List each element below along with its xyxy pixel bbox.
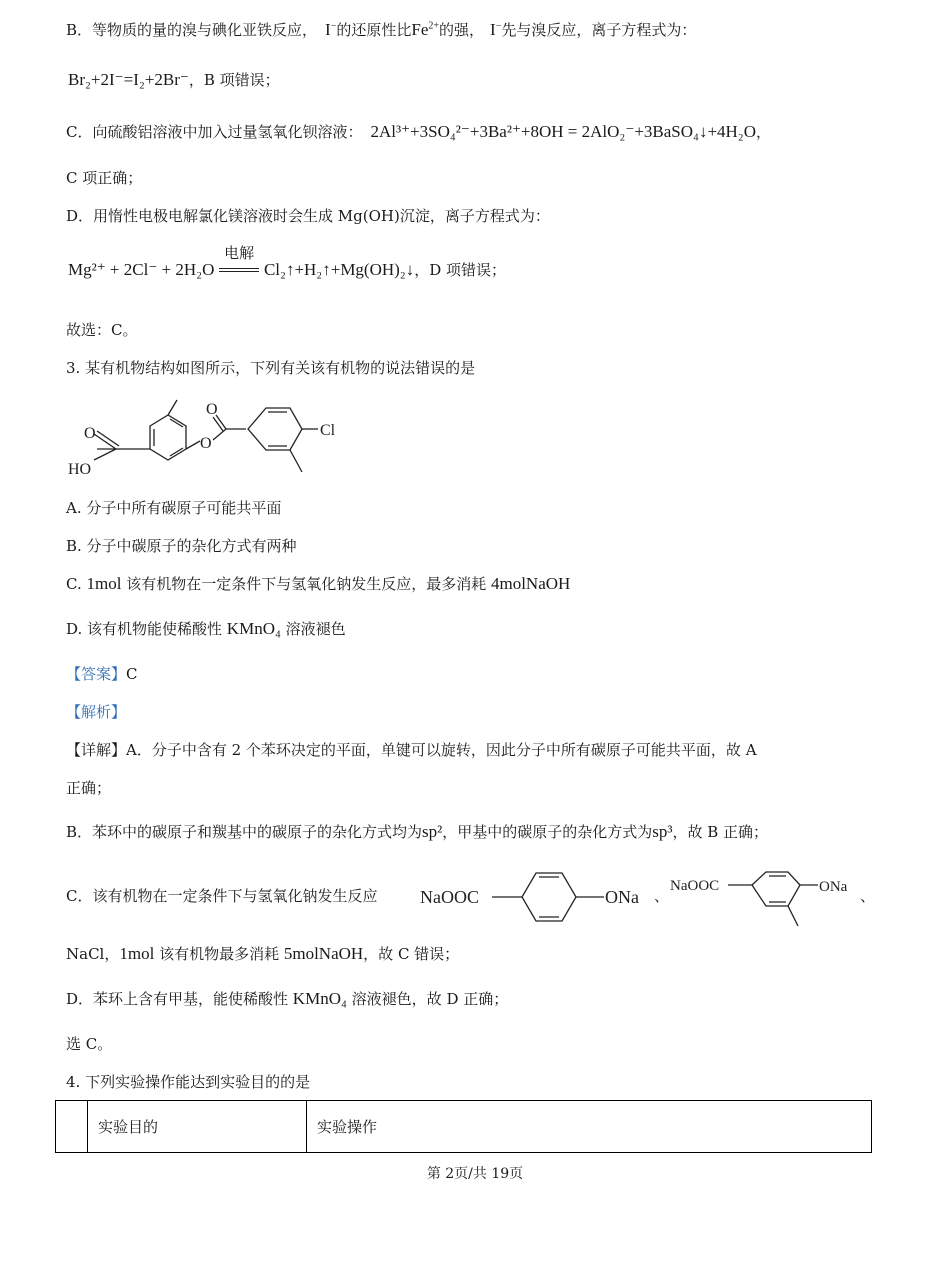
answer-choice: 故选：C。 [66,321,138,339]
text-segment: B．等物质的量的溴与碘化亚铁反应， [66,21,318,39]
option-a: A. 分子中所有碳原子可能共平面 [66,499,282,517]
text-segment: 的强， [439,21,485,39]
benzene-ring [150,415,186,460]
answer-label: 【答案】 [66,665,127,683]
detail-c: C．该有机物在一定条件下与氢氧化钠发生反应 [66,887,378,905]
molecule-structure [64,396,354,481]
text-segment: 先与溴反应，离子方程式为： [501,21,697,39]
benzene-ring [248,408,302,450]
option-d: D. 该有机物能使稀酸性 KMnO₄ 溶液褪色 [66,619,346,638]
atom-label: NaOOC [670,878,720,894]
detail-a-line1: 【详解】A．分子中含有 2 个苯环决定的平面，单键可以旋转，因此分子中所有碳原子可能共平面，故 A [66,741,757,759]
option-c-conclusion: C 项正确； [66,169,143,187]
atom-label: O [84,425,96,442]
experiment-table [55,1100,872,1153]
atom-label: Cl [320,422,336,439]
question-4: 4. 下列实验操作能达到实验目的的是 [66,1073,311,1091]
table-header-cell: 实验目的 [88,1101,307,1153]
option-c: C. 1mol 该有机物在一定条件下与氢氧化钠发生反应，最多消耗 4molNaOH [66,574,571,593]
condition-label: 电解 [224,244,255,262]
iron-ion-symbol: $Fe^{2+}$ [411,20,439,39]
answer-value: C [126,665,138,683]
table-header-cell [56,1101,88,1153]
atom-label: ONa [819,879,848,895]
detail-a-line2: 正确； [66,779,112,797]
text-segment: 的还原性比 [336,21,412,39]
atom-label: ONa [605,887,639,907]
product-structure-2 [668,866,868,932]
table-header-cell: 实验操作 [307,1101,872,1153]
atom-label: O [200,435,212,452]
equation-d: Mg²⁺ + 2Cl⁻ + 2H₂O 电解 Cl₂↑+H₂↑+Mg(OH)₂↓，D 项错误； [68,244,507,279]
option-d-text: D．用惰性电极电解氯化镁溶液时会生成 Mg(OH)沉淀，离子方程式为： [66,207,550,225]
table-header-row [56,1101,872,1153]
question-3: 3. 某有机物结构如图所示，下列有关该有机物的说法错误的是 [66,359,476,377]
iodide-symbol: I− [490,20,502,39]
option-c-text: C．向硫酸铝溶液中加入过量氢氧化钡溶液： 2Al³⁺+3SO₄²⁻+3Ba²⁺+8OH = 2AlO₂⁻+3BaSO₄↓+4H₂O， [66,122,772,141]
detail-b: B．苯环中的碳原子和羰基中的碳原子的杂化方式均为sp²，甲基中的碳原子的杂化方式为sp³，故 B 正确； [66,822,769,841]
atom-label: HO [68,461,92,478]
equation-c: 2Al³⁺+3SO₄²⁻+3Ba²⁺+8OH = 2AlO₂⁻+3BaSO₄↓+4H₂O [370,122,757,141]
page-footer: 第 2页/共 19页 [426,1166,524,1182]
option-b: B. 分子中碳原子的杂化方式有两种 [66,537,297,555]
detail-c-line2: NaCl，1mol 该有机物最多消耗 5molNaOH，故 C 错误； [66,944,460,963]
iodide-symbol: I− [325,20,337,39]
detail-d: D．苯环上含有甲基，能使稀酸性 KMnO₄ 溶液褪色，故 D 正确； [66,989,509,1008]
equation-b: Br₂+2I⁻=I₂+2Br⁻，B 项错误； [68,70,280,89]
atom-label: NaOOC [420,887,479,907]
benzene-ring [752,872,800,906]
electrolysis-arrow [219,244,259,281]
benzene-ring [522,873,576,921]
choose-c: 选 C。 [66,1035,113,1053]
answer-line [66,664,138,684]
atom-label: O [206,401,218,418]
product-structure-1 [418,868,658,928]
option-b-text [66,20,696,40]
analysis-label: 【解析】 [66,703,127,721]
